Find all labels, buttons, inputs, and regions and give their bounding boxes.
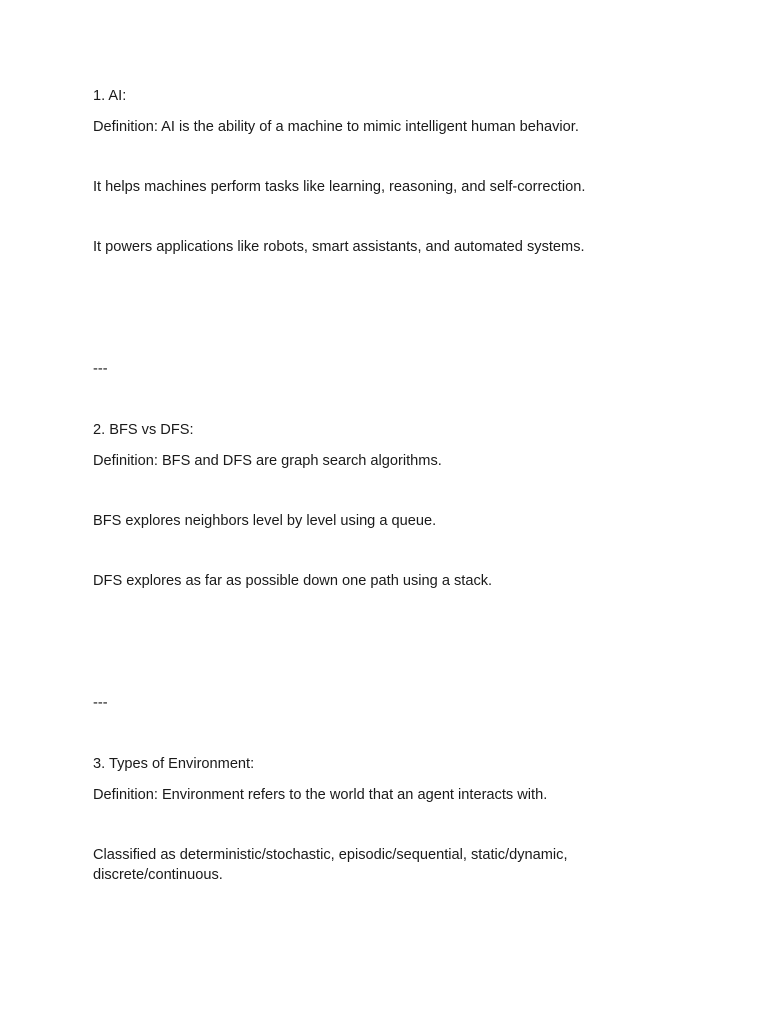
section-3-point-1: Classified as deterministic/stochastic, episodic/sequential, static/dynamic, discrete/continuous. xyxy=(93,847,568,883)
section-2-point-1: BFS explores neighbors level by level using a queue. xyxy=(93,513,437,529)
section-1-point-1: It helps machines perform tasks like learning, reasoning, and self-correction. xyxy=(93,179,586,195)
section-1-heading: 1. AI: xyxy=(93,88,127,104)
section-2-heading: 2. BFS vs DFS: xyxy=(93,422,194,438)
section-3-definition: Definition: Environment refers to the world that an agent interacts with. xyxy=(93,787,548,803)
section-2-point-2: DFS explores as far as possible down one path using a stack. xyxy=(93,573,493,589)
section-1-point-2: It powers applications like robots, smart assistants, and automated systems. xyxy=(93,239,585,255)
section-3-heading: 3. Types of Environment: xyxy=(93,756,255,772)
separator-2: --- xyxy=(93,695,108,711)
section-1-definition: Definition: AI is the ability of a machine to mimic intelligent human behavior. xyxy=(93,119,579,135)
section-2-definition: Definition: BFS and DFS are graph search algorithms. xyxy=(93,453,442,469)
separator-1: --- xyxy=(93,361,108,377)
